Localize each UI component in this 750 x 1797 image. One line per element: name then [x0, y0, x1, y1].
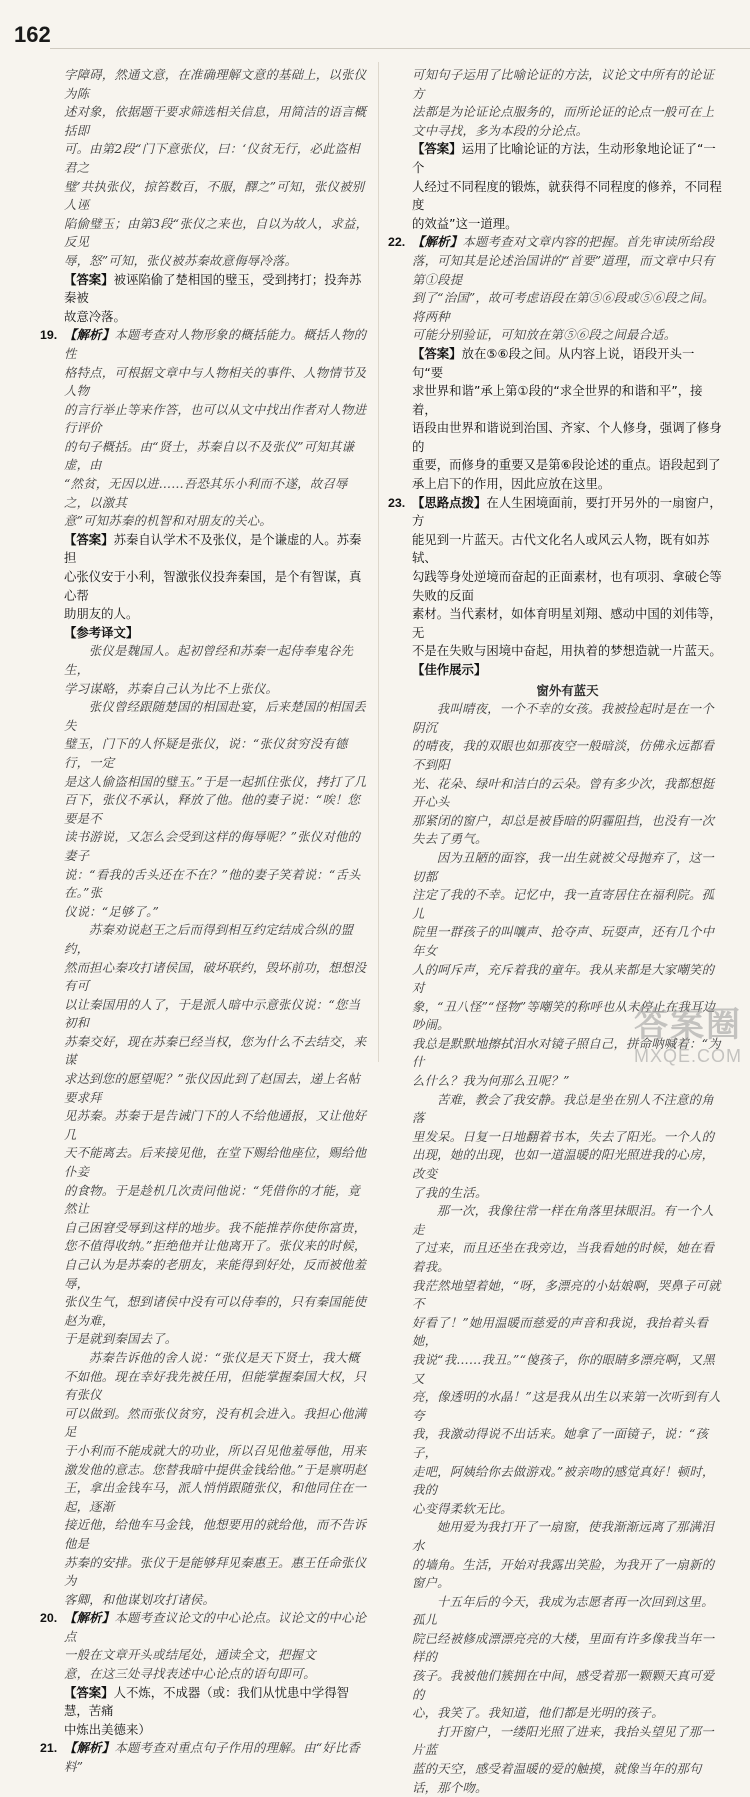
text-line: 苏秦劝说赵王之后而得到相互约定结成合纵的盟约，	[64, 922, 354, 956]
text-line: 院里一群孩子的叫嚷声、抢夺声、玩耍声，还有几个中年女	[412, 924, 715, 958]
text-line: 天不能离去。后来接见他，在堂下赐给他座位，赐给他仆妾	[64, 1145, 367, 1180]
answer-text: 求世界和谐”承上第①段的“求全世界的和谐和平”，接着，	[412, 383, 703, 417]
text-line: 孩子。我被他们簇拥在中间，感受着那一颗颗天真可爱的	[412, 1668, 715, 1702]
page-number: 162	[14, 22, 51, 47]
text-line: 苦难，教会了我安静。我总是坐在别人不注意的角落	[412, 1091, 714, 1126]
text-line: 我总是默默地擦拭泪水对镜子照自己，拼命呐喊着：“为什	[412, 1035, 721, 1070]
text-line: 可以做到。然而张仪贫穷，没有机会进入。我担心他满足	[64, 1405, 367, 1440]
text-line: 意”可知苏秦的机智和对朋友的关心。	[64, 513, 272, 529]
text-line: 我茫然地望着她，“呀，多漂亮的小姑娘啊，哭鼻子可就不	[412, 1277, 721, 1312]
answer-text: 放在⑤⑥段之间。从内容上说，语段开头一句“要	[412, 345, 695, 380]
text-line: 见苏秦。苏秦于是告诫门下的人不给他通报，又让他好几	[64, 1108, 367, 1142]
text-line: 陷偷璧玉；由第3段“张仪之来也，自以为故人，求益，反见	[64, 215, 369, 250]
text-line: 到了“治国”，故可考虑语段在第⑤⑥段或⑤⑥段之间。将两种	[412, 290, 715, 324]
answer-tag: 【答案】	[64, 271, 114, 287]
reference-translation-tag: 【参考译文】	[64, 624, 139, 640]
answer-text: 助朋友的人。	[64, 606, 139, 622]
text-line: 可能分别验证，可知放在第⑤⑥段之间最合适。	[412, 327, 677, 343]
header-rule	[50, 48, 750, 49]
text-line: 光、花朵、绿叶和洁白的云朵。曾有多少次，我都想挺开心头	[412, 775, 715, 810]
text-line: 亮，像透明的水晶！”这是我从出生以来第一次听到有人夸	[412, 1389, 721, 1423]
question-19	[40, 326, 370, 1609]
text-line: 辱，怒”可知，张仪被苏秦故意侮辱冷落。	[64, 252, 298, 268]
answer-text: 重要，而修身的重要又是第⑥段论述的重点。语段起到了	[412, 457, 721, 473]
text-line: 院已经被修成漂漂亮亮的大楼，里面有许多像我当年一样的	[412, 1630, 715, 1665]
text-line: 出现，她的出现，也如一道温暖的阳光照进我的心房，改变	[412, 1147, 715, 1182]
text-line: 璧玉，门下的人怀疑是张仪，说：“张仪贫穷没有德行，一定	[64, 736, 348, 770]
answer-text: 人不炼，不成器（或：我们从忧患中学得智慧，苦痛	[64, 1684, 349, 1719]
text-line: 象，“丑八怪”“怪物”等嘲笑的称呼也从未停止在我耳边吵闹。	[412, 998, 716, 1033]
text-line: 可知句子运用了比喻论证的方法，议论文中所有的论证方	[412, 67, 715, 101]
analysis-tag: 【解析】	[64, 327, 115, 343]
text-line: 本题考查议论文的中心论点。议论文的中心论点	[64, 1610, 367, 1644]
text-line: 心变得柔软无比。	[412, 1500, 513, 1516]
text-line: 的墙角。生活，开始对我露出笑脸，为我开了一扇新的窗户。	[412, 1556, 715, 1591]
answer-text: 运用了比喻论证的方法，生动形象地论证了“一个	[412, 141, 716, 175]
text-line: 能见到一片蓝天。古代文化名人或风云人物，既有如苏轼、	[412, 531, 710, 566]
text-line: 那紧闭的窗户，却总是被昏暗的阴霾阻挡，也没有一次失去了勇气。	[412, 812, 715, 847]
text-line: 璧’共执张仪，掠笞数百，不服，醳之”可知，张仪被别人诬	[64, 178, 365, 213]
text-line: 心，我笑了。我知道，他们都是光明的孩子。	[412, 1705, 664, 1721]
text-line: 法都是为论证论点服务的，而所论证的论点一般可在上	[412, 104, 715, 120]
answer-tag: 【答案】	[64, 531, 114, 547]
q21-analysis-tail	[388, 66, 723, 140]
text-line: 在人生困境面前，要打开另外的一扇窗户，方	[412, 494, 722, 529]
text-line: 于小利而不能成就大的功业，所以召见他羞辱他，用来	[64, 1442, 367, 1458]
text-line: 自己困窘受辱到这样的地步。我不能推荐你使你富贵，	[64, 1219, 367, 1235]
text-line: 的句子概括。由“贤士，苏秦自以不及张仪”可知其谦虚，由	[64, 438, 355, 473]
text-line: 的食物。于是趁机几次责问他说：“凭借你的才能，竟然让	[64, 1182, 361, 1217]
answer-text: 语段由世界和谐说到治国、齐家、个人修身，强调了修身的	[412, 420, 722, 454]
text-line: 求达到您的愿望呢？”张仪因此到了赵国去，递上名帖要求拜	[64, 1071, 361, 1105]
answer-text: 的效益”这一道理。	[412, 215, 518, 231]
text-line: 字障碍，然通文意，在准确理解文意的基础上，以张仪为陈	[64, 67, 367, 101]
text-line: 是这人偷盗相国的璧玉。”于是一起抓住张仪，拷打了几	[64, 773, 367, 789]
text-line: 客卿，和他谋划攻打诸侯。	[64, 1591, 216, 1607]
text-line: 那一次，我像往常一样在角落里抹眼泪。有一个人走	[412, 1203, 714, 1237]
text-line: 十五年后的今天，我成为志愿者再一次回到这里。孤儿	[412, 1593, 714, 1628]
text-line: 苏秦交好，现在苏秦已经当权，您为什么不去结交，来谋	[64, 1033, 367, 1068]
answer-text: 承上启下的作用，因此应放在这里。	[412, 476, 611, 492]
text-line: 里发呆。日复一日地翻着书本，失去了阳光。一个人的	[412, 1128, 715, 1144]
essay-title: 窗外有蓝天	[536, 682, 599, 698]
text-line: 意，在这三处寻找表述中心论点的语句即可。	[64, 1666, 316, 1682]
answer-tag: 【答案】	[64, 1684, 114, 1700]
text-line: 张仪生气，想到诸侯中没有可以侍奉的，只有秦国能使赵为难，	[64, 1294, 367, 1328]
site-watermark	[634, 997, 742, 1067]
question-number: 19.	[40, 328, 58, 343]
question-20	[40, 1609, 370, 1739]
text-line: 本题考查对人物形象的概括能力。概括人物的性	[64, 327, 367, 361]
text-line: 本题考查对文章内容的把握。首先审读所给段	[462, 234, 715, 250]
text-line: 本题考查对重点句子作用的理解。由“好比香料”	[64, 1740, 361, 1775]
right-column	[388, 66, 723, 1797]
text-line: 王，拿出金钱车马，派人悄悄跟随张仪，和他同住在一起，逐渐	[64, 1480, 367, 1514]
question-number: 22.	[388, 235, 406, 250]
text-line: 好看了！”她用温暖而慈爱的声音和我说，我抬着头看她，	[412, 1314, 709, 1349]
analysis-tag: 【解析】	[412, 234, 463, 250]
text-line: 于是就到秦国去了。	[64, 1331, 178, 1347]
text-line: 以让秦国用的人了，于是派人暗中示意张仪说：“您当初和	[64, 996, 361, 1031]
answer-text: 中炼出美德来）	[64, 1721, 151, 1737]
text-line: 您不值得收纳。”拒绝他并让他离开了。张仪来的时候，	[64, 1238, 367, 1254]
question-number: 20.	[40, 1611, 58, 1626]
text-line: 述对象，依据题干要求筛选相关信息，用简洁的语言概括即	[64, 104, 367, 138]
text-line: 的晴夜，我的双眼也如那夜空一般暗淡，仿佛永远都看不到阳	[412, 738, 715, 772]
answer-tag: 【答案】	[412, 141, 462, 157]
text-line: 苏秦的安排。张仪于是能够拜见秦惠王。惠王任命张仪为	[64, 1554, 367, 1589]
answer-text: 心张仪安于小利，智激张仪投奔秦国，是个有智谋，真心帮	[64, 569, 362, 603]
question-number: 21.	[40, 1741, 58, 1756]
text-line: “然贫，无因以进……吾恐其乐小利而不遂，故召辱之，以激其	[64, 476, 348, 510]
text-line: 她用爱为我打开了一扇窗，使我渐渐远离了那满泪水	[412, 1519, 714, 1553]
text-line: 勾践等身处逆境而奋起的正面素材，也有项羽、拿破仑等失败的反面	[412, 569, 722, 603]
text-line: 张仪是魏国人。起初曾经和苏秦一起侍奉鬼谷先生，	[64, 643, 354, 677]
text-line: 因为丑陋的面容，我一出生就被父母抛弃了，这一切都	[412, 849, 714, 884]
text-line: 说：“看我的舌头还在不在？”他的妻子笑着说：“舌头在。”张	[64, 866, 361, 901]
text-line: 么什么？我为何那么丑呢？”	[412, 1073, 570, 1089]
text-line: 读书游说，又怎么会受到这样的侮辱呢？”张仪对他的妻子	[64, 829, 361, 863]
text-line: 一般在文章开头或结尾处，通读全文，把握文	[64, 1647, 316, 1663]
q18-answer	[40, 271, 370, 327]
text-line: 注定了我的不幸。记忆中，我一直寄居住在福利院。孤儿	[412, 887, 715, 921]
text-line: 文中寻找，多为本段的分论点。	[412, 122, 589, 138]
text-line: 打开窗户，一缕阳光照了进来，我抬头望见了那一片蓝	[412, 1723, 714, 1758]
text-line: 接近他，给他车马金钱，他想要用的就给他，而不告诉他是	[64, 1517, 367, 1551]
q21-answer	[388, 140, 723, 233]
text-line: 张仪曾经跟随楚国的相国赴宴，后来楚国的相国丢失	[64, 699, 366, 733]
text-line: 激发他的意志。您替我暗中提供金钱给他。”于是禀明赵	[64, 1461, 367, 1477]
text-line: 可。由第2段“门下意张仪，曰：‘仪贫无行，必此盗相君之	[64, 141, 360, 175]
text-line: 学习谋略，苏秦自己认为比不上张仪。	[64, 680, 279, 696]
text-line: 不如他。现在幸好我先被任用，但能掌握秦国大权，只有张仪	[64, 1368, 367, 1403]
text-line: 我说“我……我丑。”“傻孩子，你的眼睛多漂亮啊，又黑又	[412, 1351, 715, 1386]
text-line: 百下，张仪不承认，释放了他。他的妻子说：“唉！您要是不	[64, 792, 361, 826]
analysis-tag: 【解析】	[64, 1740, 115, 1756]
text-line: 蓝的天空，感受着温暖的爱的触摸，就像当年的那句话，那个吻。	[412, 1761, 702, 1795]
approach-tag: 【思路点拨】	[412, 494, 487, 510]
essay-body	[412, 700, 723, 1797]
text-line: 走吧，阿姨给你去做游戏。”被亲吻的感觉真好！顿时，我的	[412, 1463, 715, 1498]
answer-text: 被诬陷偷了楚相国的璧玉，受到拷打；投奔苏秦被	[64, 271, 362, 306]
text-line: 仪说：“足够了。”	[64, 903, 160, 919]
q18-analysis-tail	[40, 66, 370, 271]
question-22	[388, 233, 723, 493]
text-line: 我，我激动得说不出话来。她拿了一面镜子，说：“孩子，	[412, 1426, 709, 1460]
showcase-tag: 【佳作展示】	[412, 662, 487, 677]
text-line: 然而担心秦攻打诸侯国，破坏联约，毁坏前功，想想没有可	[64, 959, 367, 994]
left-column	[40, 66, 370, 1777]
answer-text: 人经过不同程度的锻炼，就获得不同程度的修养，不同程度	[412, 178, 722, 213]
reference-translation	[64, 642, 370, 1609]
text-line: 了过来，而且还坐在我旁边，当我看她的时候，她在看着我。	[412, 1240, 715, 1274]
analysis-tag: 【解析】	[64, 1610, 115, 1626]
question-21	[40, 1739, 370, 1776]
text-line: 我叫晴夜，一个不幸的女孩。我被捡起时是在一个阴沉	[412, 701, 714, 735]
text-line: 落，可知其是论述治国讲的“首要”道理，而文章中只有第①段提	[412, 252, 715, 287]
text-line: 的言行举止等来作答，也可以从文中找出作者对人物进行评价	[64, 401, 367, 436]
answer-tag: 【答案】	[412, 345, 462, 361]
answer-text: 故意冷落。	[64, 308, 126, 324]
text-line: 苏秦告诉他的舍人说：“张仪是天下贤士，我大概	[88, 1349, 360, 1365]
watermark-text: 答案圈	[634, 1006, 742, 1044]
text-line: 自己认为是苏秦的老朋友，来能得到好处，反而被他羞辱，	[64, 1257, 367, 1291]
text-line: 素材。当代素材，如体育明星刘翔、感动中国的刘伟等，无	[412, 606, 722, 640]
text-line: 格特点，可根据文章中与人物相关的事件、人物情节及人物	[64, 364, 367, 399]
text-line: 了我的生活。	[412, 1184, 488, 1200]
watermark-domain: MXQE.COM	[633, 1046, 742, 1066]
question-23	[388, 494, 723, 1797]
text-line: 不是在失败与困境中奋起，用执着的梦想造就一片蓝天。	[412, 643, 722, 659]
answer-text: 苏秦自认学术不及张仪，是个谦虚的人。苏秦担	[64, 531, 362, 566]
column-divider	[378, 62, 379, 1062]
text-line: 人的呵斥声，充斥着我的童年。我从来都是大家嘲笑的对	[412, 961, 715, 996]
question-number: 23.	[388, 495, 406, 510]
